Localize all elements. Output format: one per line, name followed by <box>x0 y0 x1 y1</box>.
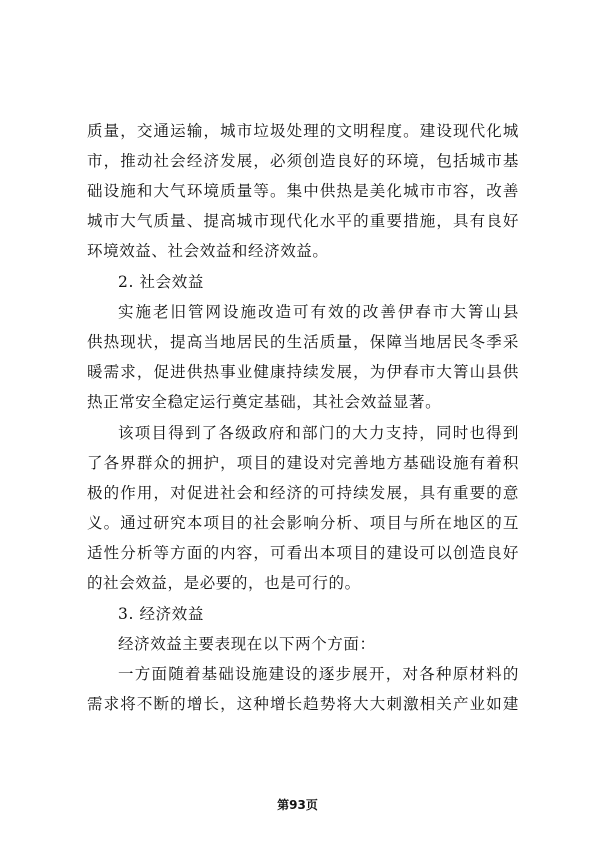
paragraph-line: 需求将不断的增长，这种增长趋势将大大刺激相关产业如建 <box>87 695 519 713</box>
paragraph-line: 的社会效益，是必要的，也是可行的。 <box>87 574 361 592</box>
paragraph-line: 环境效益、社会效益和经济效益。 <box>87 242 329 260</box>
paragraph-line: 础设施和大气环境质量等。集中供热是美化城市市容，改善 <box>87 182 519 200</box>
paragraph-line: 暖需求，促进供热事业健康持续发展，为伊春市大箐山县供 <box>87 363 519 381</box>
paragraph-line: 质量，交通运输，城市垃圾处理的文明程度。建设现代化城 <box>87 122 519 140</box>
paragraph-line: 热正常安全稳定运行奠定基础，其社会效益显著。 <box>87 393 442 411</box>
paragraph-line: 供热现状，提高当地居民的生活质量，保障当地居民冬季采 <box>87 333 519 351</box>
paragraph-line: 义。通过研究本项目的社会影响分析、项目与所在地区的互 <box>87 514 519 532</box>
paragraph-line: 城市大气质量、提高城市现代化水平的重要措施，具有良好 <box>87 212 519 230</box>
paragraph-line: 该项目得到了各级政府和部门的大力支持，同时也得到 <box>118 424 519 442</box>
paragraph-line: 了各界群众的拥护，项目的建设对完善地方基础设施有着积 <box>87 454 519 472</box>
paragraph-line: 实施老旧管网设施改造可有效的改善伊春市大箐山县 <box>118 303 519 321</box>
section-heading: 3. 经济效益 <box>118 605 204 623</box>
paragraph-line: 极的作用，对促进社会和经济的可持续发展，具有重要的意 <box>87 484 519 502</box>
paragraph-line: 经济效益主要表现在以下两个方面： <box>118 635 376 653</box>
paragraph-line: 一方面随着基础设施建设的逐步展开，对各种原材料的 <box>118 665 519 683</box>
paragraph-line: 适性分析等方面的内容，可看出本项目的建设可以创造良好 <box>87 544 519 562</box>
paragraph-line: 市，推动社会经济发展，必须创造良好的环境，包括城市基 <box>87 152 519 170</box>
section-heading: 2. 社会效益 <box>118 273 204 291</box>
page-number: 第93页 <box>277 798 318 812</box>
